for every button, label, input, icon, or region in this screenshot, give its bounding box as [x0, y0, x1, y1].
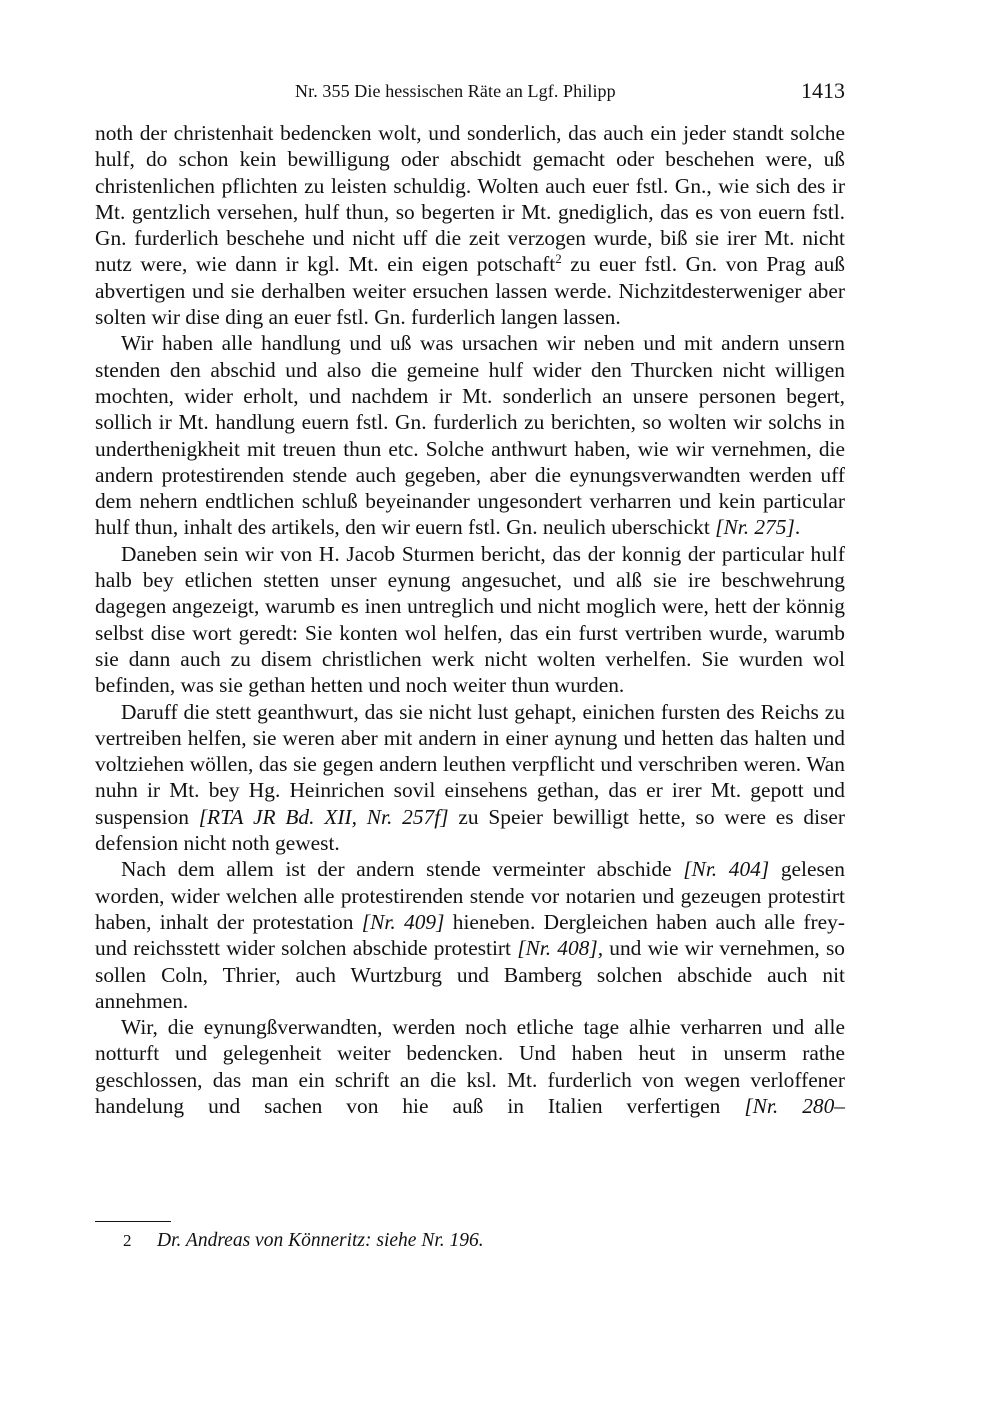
doc-reference: [Nr. 280–: [744, 1093, 845, 1118]
paragraph-4-text-cont: zu Speier bewilligt hette, so were es diser defension nicht noth gewest.: [95, 804, 845, 856]
doc-reference: [Nr. 409]: [361, 909, 445, 934]
paragraph-2-text-cont: .: [794, 515, 801, 540]
paragraph-2-text: Wir haben alle handlung und uß was ursachen wir neben und mit andern unsern stenden den abschid und also die gemeine hulf wider den Thurcken nicht willigen mochten, wider erholt, und nachdem ir Mt. sonderlich an unsere personen begert, sollich ir Mt. handlung euern fstl. Gn. furderlich zu berichten, so wolten wir solchs in underthenigkheit mit treuen thun etc. Solche anthwurt haben, wie wir vernehmen, die andern protestirenden stende auch gegeben, aber die eynungsverwandten werden uff dem nehern endtlichen schluß beyeinander ungesondert verharren und kein particular hulf thun, inhalt des artikels, den wir euern fstl. Gn. neulich uberschickt: [95, 331, 845, 540]
footnote-marker: 2: [555, 251, 562, 267]
page-number: 1413: [801, 78, 845, 103]
paragraph-6-text: Wir, die eynungßverwandten, werden noch etliche tage alhie verharren und alle notturft und gelegenheit weiter bedencken. Und haben heut in unserm rathe geschlossen, das man ein schrift an die ksl. Mt. furderlich von wegen verloffener handelung und sachen von hie auß in Italien verfertigen: [95, 1015, 845, 1118]
main-text: [95, 120, 845, 1119]
footnote-text: Dr. Andreas von Könneritz: siehe Nr. 196.: [157, 1230, 484, 1251]
running-header: [95, 80, 845, 108]
paragraph-3-text: Daneben sein wir von H. Jacob Sturmen bericht, das der konnig der particular hulf halb bey etlichen stetten unser eynung angesuchet, und alß sie ire beschwehrung dagegen angezeigt, warumb es inen untreglich und nicht moglich were, hett der könnig selbst dise wort geredt: Sie konten wol helfen, das ein furst vertriben wurde, warumb sie dann auch zu disem christlichen werk nicht wolten verhelfen. Sie wurden wol befinden, was sie gethan hetten und noch weiter thun wurden.: [95, 541, 845, 698]
paragraph-1: [95, 120, 845, 330]
paragraph-5: [95, 856, 845, 1014]
doc-reference: [Nr. 275]: [715, 515, 795, 540]
paragraph-4: [95, 699, 845, 857]
paragraph-4-text: Daruff die stett geanthwurt, das sie nicht lust gehapt, einichen fursten des Reichs zu vertreiben helfen, sie weren aber mit andern in einer aynung und hetten das halten und voltziehen wöllen, das sie gegen andern leuthen verpflicht und verschriben weren. Wan nuhn ir Mt. bey Hg. Heinrichen sovil einsehens gethan, das er irer Mt. gepott und suspension: [95, 699, 845, 829]
paragraph-3: [95, 541, 845, 699]
doc-reference: [Nr. 404]: [683, 857, 770, 882]
paragraph-1-text: noth der christenhait bedencken wolt, und sonderlich, das auch ein jeder standt solche hulf, do schon kein bewilligung oder abschidt gemacht oder beschehen were, uß christenlichen pflichten zu leisten schuldig. Wolten auch euer fstl. Gn., wie sich des ir Mt. gentzlich versehen, hulf thun, so begerten ir Mt. gnediglich, das es von euern fstl. Gn. furderlich beschehe und nicht uff die zeit verzogen wurde, biß sie irer Mt. nicht nutz were, wie dann ir kgl. Mt. ein eigen potschaft: [95, 121, 845, 277]
paragraph-5-text: Nach dem allem ist der andern stende vermeinter abschide: [121, 857, 684, 882]
footnote-number: 2: [123, 1231, 132, 1250]
paragraph-1-text-cont: zu euer fstl. Gn. von Prag auß abvertigen und sie derhalben weiter ersuchen lassen werde. Nichzitdesterweniger aber solten wir dise ding an euer fstl. Gn. furderlich langen lassen.: [95, 252, 845, 330]
running-title: Nr. 355 Die hessischen Räte an Lgf. Philipp: [295, 81, 616, 101]
paragraph-2: [95, 330, 845, 540]
footnote-divider: [95, 1221, 171, 1222]
paragraph-5-text-cont: gelesen worden, wider welchen alle protestirenden stende vor notarien und gezeugen protestirt haben, inhalt der protestation: [95, 857, 845, 934]
paragraph-6: [95, 1014, 845, 1119]
doc-reference: [RTA JR Bd. XII, Nr. 257f]: [198, 804, 449, 829]
paragraph-5-text-cont: und wie wir vernehmen, so sollen Coln, Thrier, auch Wurtzburg und Bamberg solchen abschide auch nit annehmen.: [95, 936, 845, 1013]
doc-reference: [Nr. 408],: [517, 936, 604, 961]
footnote: [95, 1229, 845, 1253]
paragraph-5-text-cont: hieneben. Dergleichen haben auch alle frey- und reichsstett wider solchen abschide protestirt: [95, 909, 845, 961]
